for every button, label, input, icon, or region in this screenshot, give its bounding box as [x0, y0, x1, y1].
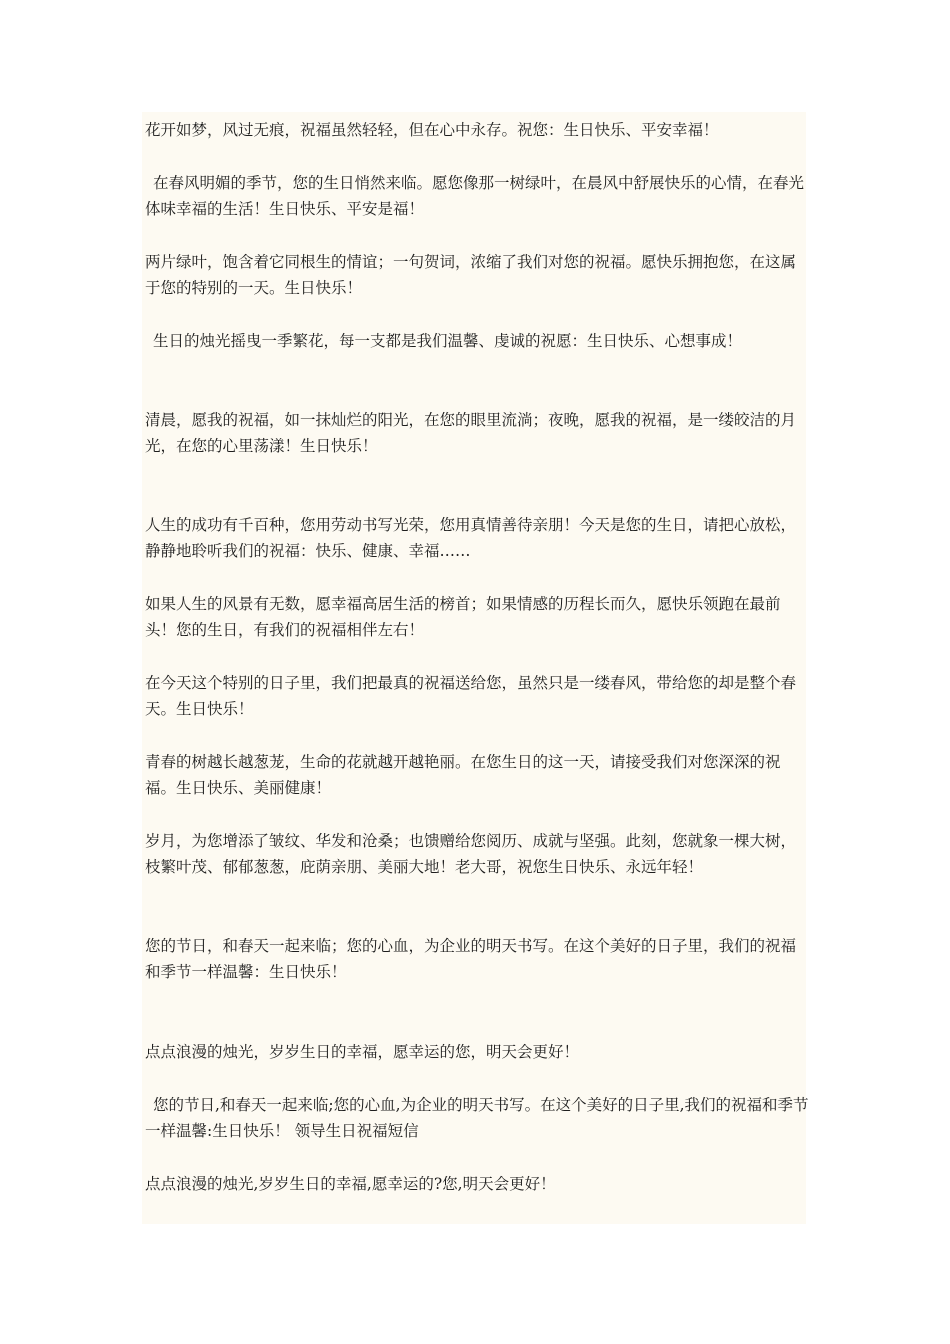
paragraph-9: 青春的树越长越葱茏，生命的花就越开越艳丽。在您生日的这一天，请接受我们对您深深的祝福。生日快乐、美丽健康！ [145, 753, 781, 797]
paragraph-2: 在春风明媚的季节，您的生日悄然来临。愿您像那一树绿叶，在晨风中舒展快乐的心情，在春光体味幸福的生活！生日快乐、平安是福！ [145, 174, 805, 218]
paragraph-1: 花开如梦，风过无痕，祝福虽然轻轻，但在心中永存。祝您：生日快乐、平安幸福！ [145, 121, 719, 139]
paragraph-11: 您的节日，和春天一起来临；您的心血，为企业的明天书写。在这个美好的日子里，我们的祝福和季节一样温馨：生日快乐！ [145, 937, 797, 981]
paragraph-4: 生日的烛光摇曳一季繁花，每一支都是我们温馨、虔诚的祝愿：生日快乐、心想事成！ [153, 332, 743, 350]
paragraph-8: 在今天这个特别的日子里，我们把最真的祝福送给您，虽然只是一缕春风，带给您的却是整个春天。生日快乐！ [145, 674, 797, 718]
paragraph-3: 两片绿叶，饱含着它同根生的情谊；一句贺词，浓缩了我们对您的祝福。愿快乐拥抱您，在这属于您的特别的一天。生日快乐！ [145, 253, 797, 297]
paragraph-6: 人生的成功有千百种，您用劳动书写光荣，您用真情善待亲朋！今天是您的生日，请把心放松，静静地聆听我们的祝福：快乐、健康、幸福…… [145, 516, 797, 560]
paragraph-5: 清晨，愿我的祝福，如一抹灿烂的阳光，在您的眼里流淌；夜晚，愿我的祝福，是一缕皎洁的月光，在您的心里荡漾！生日快乐！ [145, 411, 797, 455]
paragraph-14: 点点浪漫的烛光,岁岁生日的幸福,愿幸运的?您,明天会更好！ [145, 1175, 556, 1193]
paragraph-10: 岁月，为您增添了皱纹、华发和沧桑；也馈赠给您阅历、成就与坚强。此刻，您就象一棵大树，枝繁叶茂、郁郁葱葱，庇荫亲朋、美丽大地！老大哥，祝您生日快乐、永远年轻！ [145, 832, 797, 876]
paragraph-7: 如果人生的风景有无数，愿幸福高居生活的榜首；如果情感的历程长而久，愿快乐领跑在最前头！您的生日，有我们的祝福相伴左右！ [145, 595, 781, 639]
paragraph-12: 点点浪漫的烛光，岁岁生日的幸福，愿幸运的您，明天会更好！ [145, 1043, 580, 1061]
paragraph-13: 您的节日,和春天一起来临;您的心血,为企业的明天书写。在这个美好的日子里,我们的祝福和季节一样温馨:生日快乐！ 领导生日祝福短信 [145, 1096, 809, 1140]
